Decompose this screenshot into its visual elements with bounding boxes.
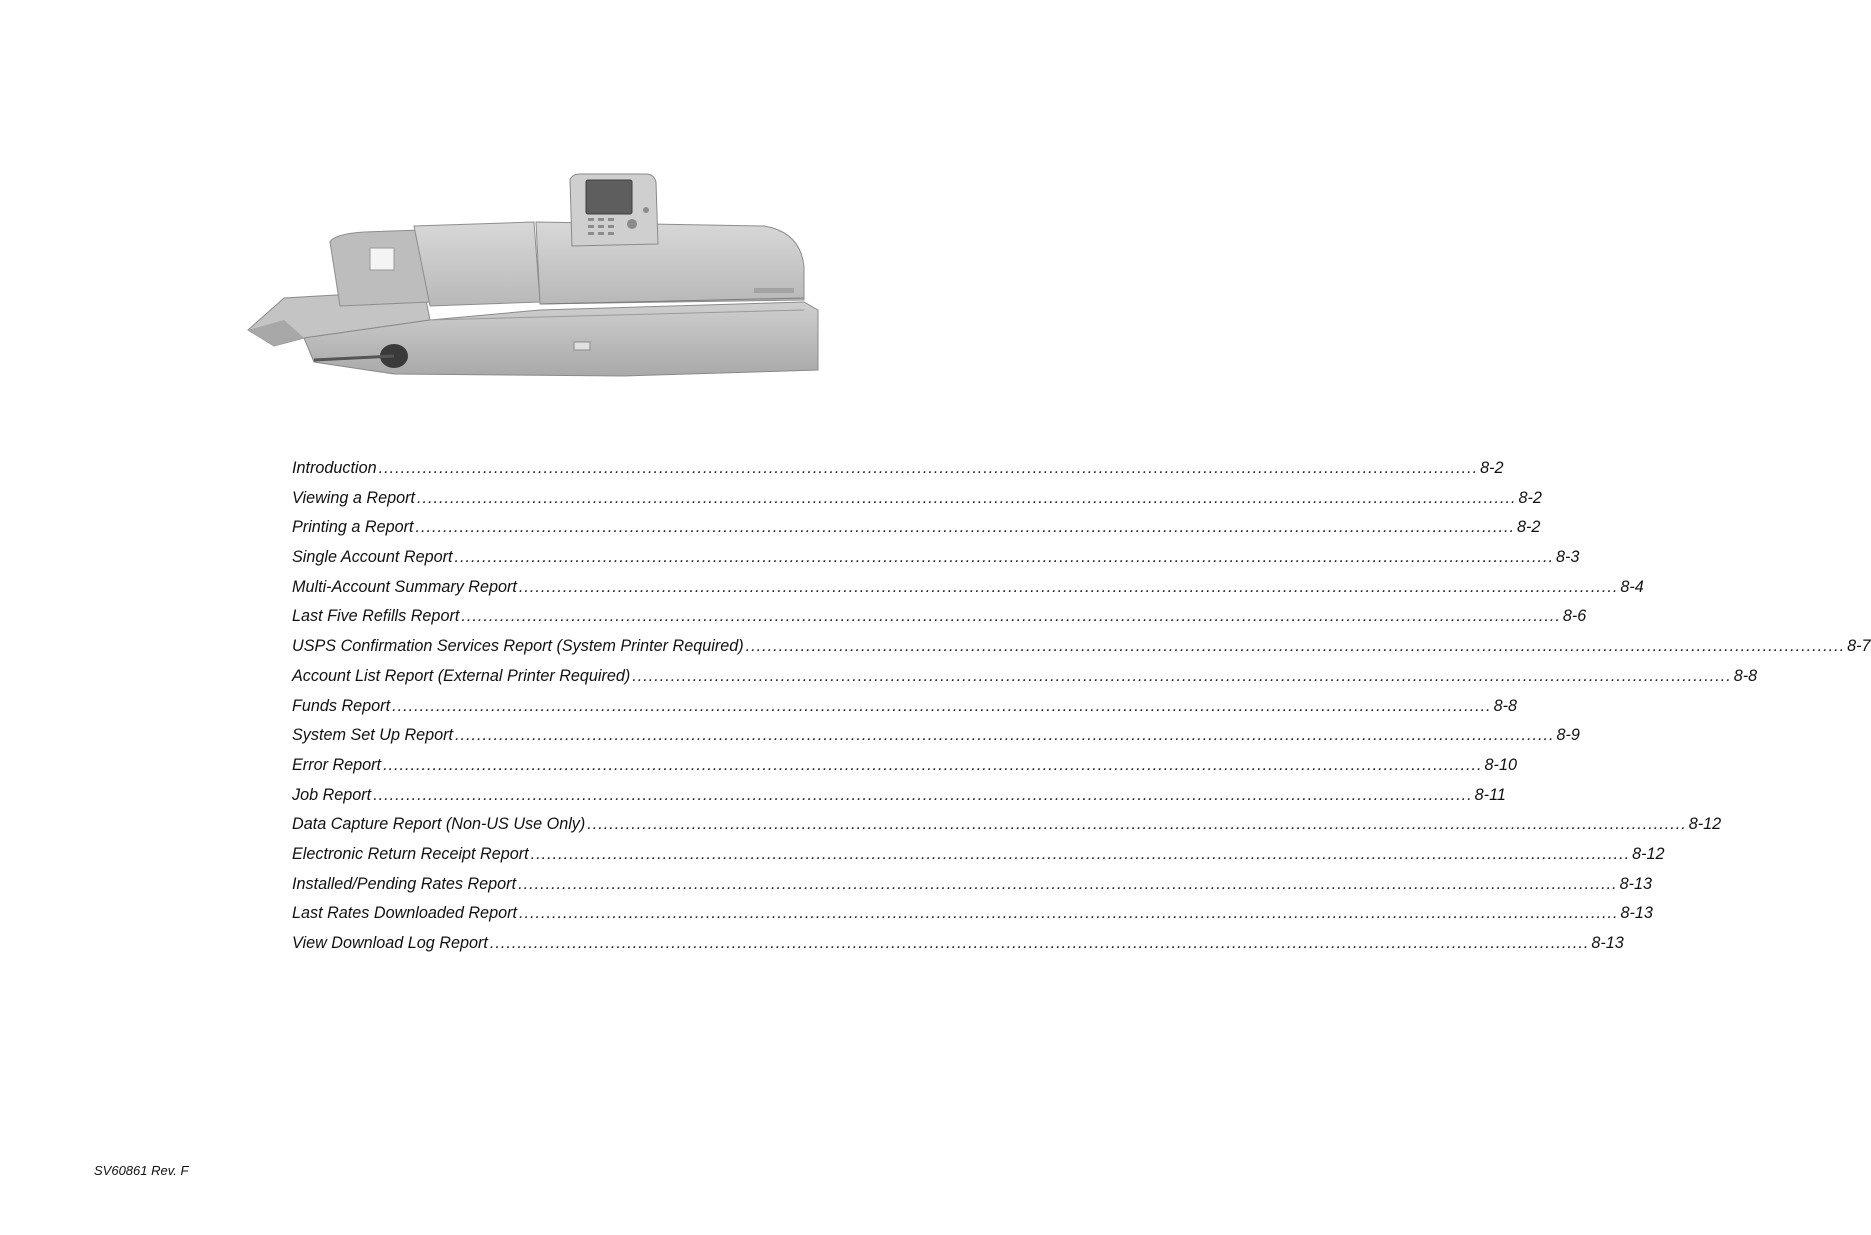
- toc-entry-title: Multi-Account Summary Report: [292, 577, 517, 596]
- toc-entry-page: 8-3: [1555, 548, 1580, 567]
- toc-dot-leader: ........................................................................................................................................................................................................: [518, 874, 1618, 893]
- toc-entry-page: 8-2: [1516, 518, 1541, 537]
- mailing-machine-photo: [244, 170, 820, 382]
- toc-entry[interactable]: [292, 575, 1644, 605]
- toc-entry-title: Electronic Return Receipt Report: [292, 844, 529, 863]
- document-revision: SV60861 Rev. F: [94, 1163, 189, 1178]
- toc-entry-page: 8-13: [1620, 904, 1653, 923]
- toc-entry[interactable]: [292, 783, 1506, 813]
- toc-dot-leader: ........................................................................................................................................................................................................: [489, 934, 1590, 952]
- toc-dot-leader: ........................................................................................................................................................................................................: [454, 548, 1554, 567]
- toc-entry-title: Printing a Report: [292, 518, 414, 537]
- toc-entry-title: View Download Log Report: [292, 934, 488, 952]
- toc-entry-page: 8-2: [1480, 459, 1504, 477]
- toc-entry-page: 8-2: [1518, 488, 1542, 507]
- toc-entry[interactable]: [292, 694, 1517, 724]
- table-of-contents: [292, 456, 1871, 961]
- toc-entry-title: Viewing a Report: [292, 488, 415, 507]
- toc-entry-page: 8-6: [1562, 607, 1587, 626]
- toc-entry-page: 8-4: [1620, 577, 1644, 596]
- toc-entry[interactable]: [292, 901, 1653, 931]
- toc-entry-title: USPS Confirmation Services Report (System Printer Required): [292, 637, 744, 656]
- toc-entry-page: 8-7: [1847, 637, 1871, 656]
- toc-entry-page: 8-9: [1556, 726, 1580, 745]
- toc-entry[interactable]: [292, 931, 1624, 961]
- toc-entry-title: Data Capture Report (Non-US Use Only): [292, 815, 586, 834]
- toc-dot-leader: ........................................................................................................................................................................................................: [518, 577, 1619, 596]
- toc-entry-title: Last Rates Downloaded Report: [292, 904, 517, 923]
- toc-entry[interactable]: [292, 753, 1517, 783]
- toc-entry[interactable]: [292, 872, 1652, 902]
- toc-dot-leader: ........................................................................................................................................................................................................: [416, 488, 1517, 507]
- toc-entry[interactable]: [292, 545, 1580, 575]
- toc-entry-title: Last Five Refills Report: [292, 607, 460, 626]
- toc-dot-leader: ........................................................................................................................................................................................................: [587, 815, 1687, 834]
- toc-entry-page: 8-8: [1493, 696, 1517, 715]
- toc-dot-leader: ........................................................................................................................................................................................................: [632, 666, 1732, 685]
- toc-entry-page: 8-12: [1632, 844, 1665, 863]
- toc-entry[interactable]: [292, 456, 1504, 486]
- toc-entry[interactable]: [292, 634, 1871, 664]
- toc-entry[interactable]: [292, 723, 1580, 753]
- toc-entry-page: 8-12: [1688, 815, 1722, 834]
- toc-entry[interactable]: [292, 604, 1587, 634]
- toc-entry-page: 8-11: [1474, 785, 1506, 804]
- toc-entry-title: System Set Up Report: [292, 726, 454, 745]
- toc-entry[interactable]: [292, 486, 1542, 516]
- toc-entry-title: Single Account Report: [292, 548, 453, 567]
- toc-dot-leader: ........................................................................................................................................................................................................: [415, 518, 1515, 537]
- toc-entry-title: Error Report: [292, 755, 382, 774]
- toc-entry-page: 8-10: [1484, 755, 1517, 774]
- toc-entry[interactable]: [292, 842, 1665, 872]
- toc-entry-title: Introduction: [292, 459, 377, 477]
- toc-entry-page: 8-13: [1619, 874, 1652, 893]
- toc-entry-title: Job Report: [292, 785, 372, 804]
- toc-dot-leader: ........................................................................................................................................................................................................: [383, 755, 1483, 774]
- toc-entry[interactable]: [292, 812, 1722, 842]
- toc-dot-leader: ........................................................................................................................................................................................................: [455, 726, 1555, 745]
- toc-dot-leader: ........................................................................................................................................................................................................: [518, 904, 1619, 923]
- toc-entry-page: 8-8: [1733, 666, 1758, 685]
- toc-entry-title: Funds Report: [292, 696, 391, 715]
- toc-dot-leader: ........................................................................................................................................................................................................: [373, 785, 1473, 804]
- toc-entry-title: Account List Report (External Printer Required): [292, 666, 631, 685]
- toc-entry[interactable]: [292, 664, 1758, 694]
- toc-dot-leader: ........................................................................................................................................................................................................: [392, 696, 1492, 715]
- toc-dot-leader: ........................................................................................................................................................................................................: [530, 844, 1631, 863]
- toc-dot-leader: ........................................................................................................................................................................................................: [745, 637, 1846, 656]
- toc-entry-page: 8-13: [1591, 934, 1624, 952]
- toc-dot-leader: ........................................................................................................................................................................................................: [461, 607, 1561, 626]
- toc-entry-title: Installed/Pending Rates Report: [292, 874, 517, 893]
- toc-dot-leader: ........................................................................................................................................................................................................: [378, 459, 1479, 477]
- toc-entry[interactable]: [292, 515, 1541, 545]
